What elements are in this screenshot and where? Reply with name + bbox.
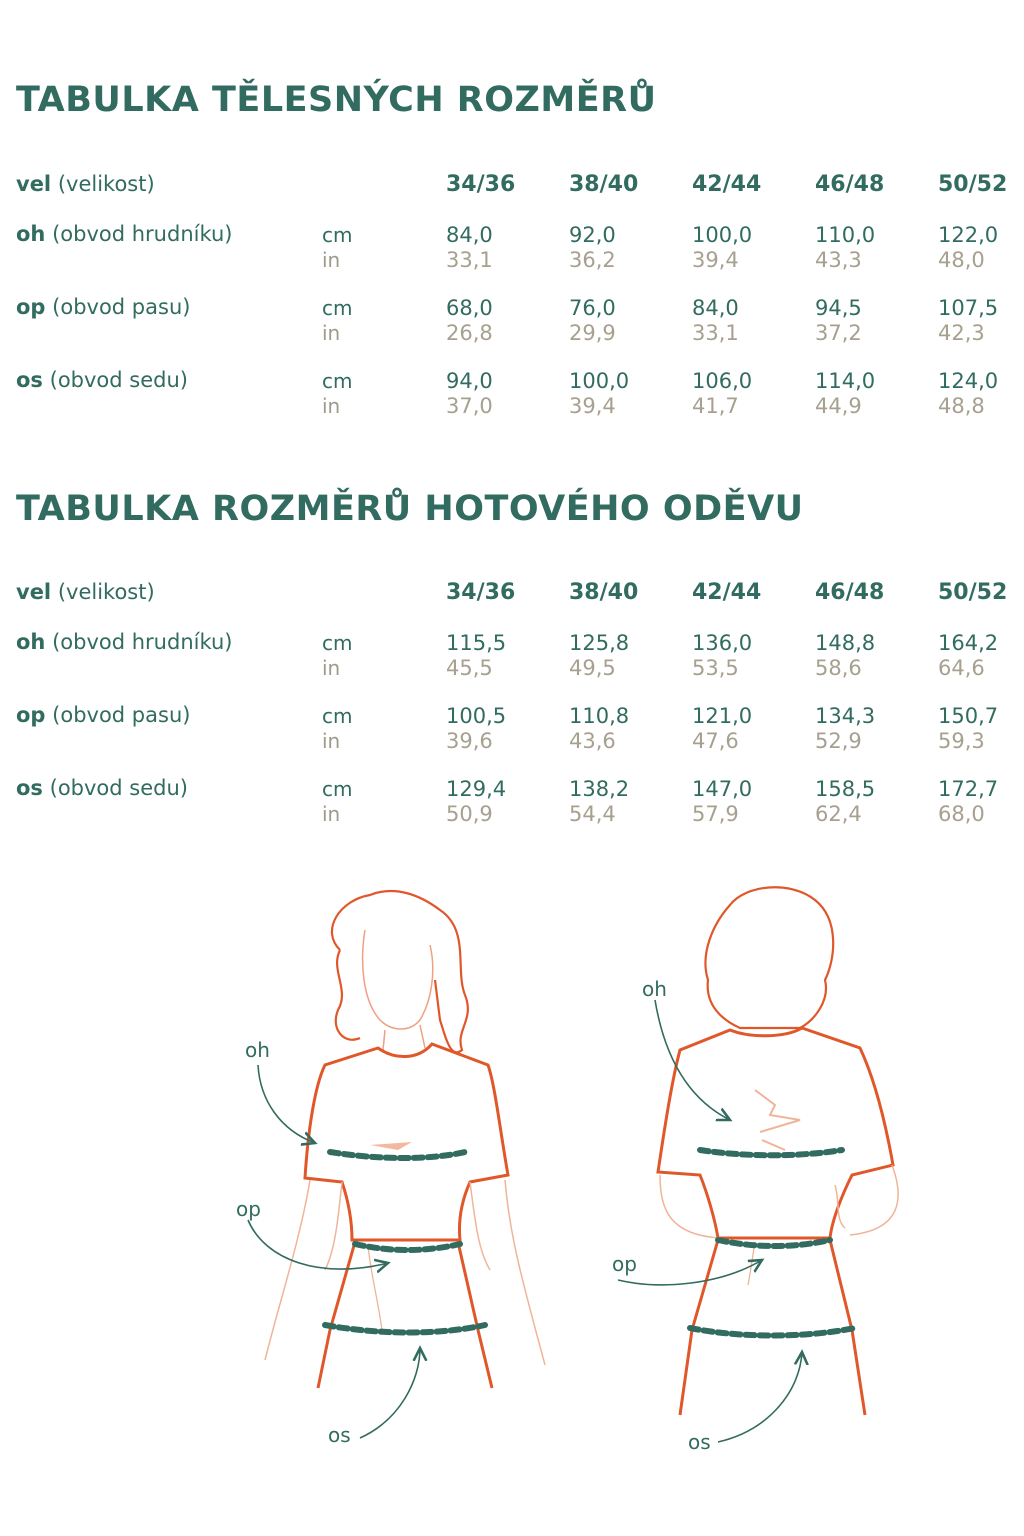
measure-desc: (obvod pasu) [52, 295, 191, 319]
value-cell [446, 777, 506, 827]
unit-cell [322, 704, 352, 754]
value-in: 39,4 [692, 248, 739, 272]
value-cell [938, 296, 998, 346]
unit-cell [322, 777, 352, 827]
value-cm: 158,5 [815, 777, 876, 801]
value-cell [692, 631, 752, 681]
front-figure [236, 891, 545, 1447]
measure-label-oh [16, 630, 232, 654]
size-header: 42/44 [692, 580, 762, 605]
value-cell [815, 631, 875, 681]
value-cm: 148,8 [815, 631, 876, 655]
value-in: 48,0 [938, 248, 985, 272]
measure-desc: (obvod hrudníku) [52, 222, 233, 246]
measure-abbr: op [16, 295, 46, 319]
value-cell [446, 631, 506, 681]
measure-label-op [16, 703, 190, 727]
unit-cm: cm [322, 296, 353, 320]
value-cm: 124,0 [938, 369, 999, 393]
value-in: 33,1 [692, 321, 739, 345]
value-cm: 76,0 [569, 296, 616, 320]
value-cell [938, 704, 998, 754]
value-cm: 164,2 [938, 631, 999, 655]
value-in: 50,9 [446, 802, 493, 826]
size-header: 38/40 [569, 580, 639, 605]
value-cell [692, 777, 752, 827]
value-cm: 134,3 [815, 704, 876, 728]
value-cm: 115,5 [446, 631, 507, 655]
front-chest-label: oh [245, 1038, 270, 1062]
unit-in: in [322, 729, 341, 753]
value-in: 59,3 [938, 729, 985, 753]
value-in: 48,8 [938, 394, 985, 418]
measure-abbr: oh [16, 630, 46, 654]
value-in: 42,3 [938, 321, 985, 345]
value-in: 53,5 [692, 656, 739, 680]
value-cell [446, 223, 493, 273]
value-cm: 136,0 [692, 631, 753, 655]
value-cell [692, 704, 752, 754]
value-cm: 100,0 [569, 369, 630, 393]
measure-label-os [16, 368, 188, 392]
value-cell [815, 223, 875, 273]
value-cell [815, 777, 875, 827]
value-in: 47,6 [692, 729, 739, 753]
measure-desc: (obvod sedu) [49, 368, 188, 392]
value-cm: 94,5 [815, 296, 862, 320]
measure-label-os [16, 776, 188, 800]
unit-in: in [322, 802, 341, 826]
value-cm: 84,0 [446, 223, 493, 247]
size-header: 46/48 [815, 172, 885, 197]
measure-abbr: oh [16, 222, 46, 246]
measure-abbr: os [16, 776, 43, 800]
value-cm: 138,2 [569, 777, 630, 801]
value-cell [569, 704, 629, 754]
unit-in: in [322, 248, 341, 272]
value-in: 39,4 [569, 394, 616, 418]
size-header: 50/52 [938, 580, 1008, 605]
value-cm: 110,8 [569, 704, 630, 728]
value-cm: 125,8 [569, 631, 630, 655]
value-cm: 150,7 [938, 704, 999, 728]
unit-cm: cm [322, 223, 353, 247]
unit-cell [322, 223, 352, 273]
value-in: 44,9 [815, 394, 862, 418]
unit-in: in [322, 321, 341, 345]
value-cell [938, 777, 998, 827]
body-measurements-title: TABULKA TĚLESNÝCH ROZMĚRŮ [16, 80, 657, 120]
front-hip-label: os [328, 1423, 351, 1447]
value-cm: 107,5 [938, 296, 999, 320]
size-header: 46/48 [815, 580, 885, 605]
size-header: 42/44 [692, 172, 762, 197]
size-row-label [16, 172, 155, 196]
value-in: 62,4 [815, 802, 862, 826]
size-row-label [16, 580, 155, 604]
value-cm: 100,0 [692, 223, 753, 247]
back-figure [612, 887, 898, 1454]
value-in: 52,9 [815, 729, 862, 753]
value-in: 68,0 [938, 802, 985, 826]
unit-cell [322, 369, 352, 419]
value-cm: 129,4 [446, 777, 507, 801]
value-cm: 68,0 [446, 296, 493, 320]
value-cm: 114,0 [815, 369, 876, 393]
value-in: 43,3 [815, 248, 862, 272]
garment-measurements-title: TABULKA ROZMĚRŮ HOTOVÉHO ODĚVU [16, 489, 804, 529]
value-in: 45,5 [446, 656, 493, 680]
back-waist-label: op [612, 1252, 637, 1276]
value-cell [569, 631, 629, 681]
value-cell [569, 369, 629, 419]
value-cell [692, 223, 752, 273]
value-cm: 122,0 [938, 223, 999, 247]
value-cm: 121,0 [692, 704, 753, 728]
measurement-illustration [0, 860, 1024, 1500]
value-cell [692, 369, 752, 419]
value-cm: 106,0 [692, 369, 753, 393]
value-cell [692, 296, 739, 346]
unit-in: in [322, 394, 341, 418]
unit-cm: cm [322, 369, 353, 393]
size-header: 34/36 [446, 580, 516, 605]
value-cm: 92,0 [569, 223, 616, 247]
measure-desc: (obvod hrudníku) [52, 630, 233, 654]
front-waist-label: op [236, 1197, 261, 1221]
size-abbr: vel [16, 172, 52, 196]
value-cell [446, 296, 493, 346]
unit-cm: cm [322, 704, 353, 728]
value-cell [938, 631, 998, 681]
value-cell [938, 369, 998, 419]
value-in: 37,2 [815, 321, 862, 345]
value-cell [815, 296, 862, 346]
unit-in: in [322, 656, 341, 680]
measure-desc: (obvod pasu) [52, 703, 191, 727]
unit-cell [322, 296, 352, 346]
value-cell [569, 777, 629, 827]
unit-cm: cm [322, 777, 353, 801]
value-in: 33,1 [446, 248, 493, 272]
measure-label-op [16, 295, 190, 319]
measure-label-oh [16, 222, 232, 246]
value-cell [446, 369, 493, 419]
value-in: 64,6 [938, 656, 985, 680]
value-in: 36,2 [569, 248, 616, 272]
value-cm: 110,0 [815, 223, 876, 247]
size-desc: (velikost) [57, 172, 155, 196]
value-cell [938, 223, 998, 273]
value-in: 49,5 [569, 656, 616, 680]
unit-cell [322, 631, 352, 681]
value-cell [815, 369, 875, 419]
back-chest-label: oh [642, 977, 667, 1001]
size-header: 34/36 [446, 172, 516, 197]
value-cell [569, 223, 616, 273]
value-in: 41,7 [692, 394, 739, 418]
value-in: 26,8 [446, 321, 493, 345]
value-in: 37,0 [446, 394, 493, 418]
measure-abbr: op [16, 703, 46, 727]
measure-desc: (obvod sedu) [49, 776, 188, 800]
value-cm: 147,0 [692, 777, 753, 801]
value-cell [569, 296, 616, 346]
value-in: 39,6 [446, 729, 493, 753]
size-abbr: vel [16, 580, 52, 604]
size-header: 38/40 [569, 172, 639, 197]
unit-cm: cm [322, 631, 353, 655]
back-hip-label: os [688, 1430, 711, 1454]
value-in: 29,9 [569, 321, 616, 345]
size-header: 50/52 [938, 172, 1008, 197]
value-in: 58,6 [815, 656, 862, 680]
size-desc: (velikost) [57, 580, 155, 604]
value-cell [446, 704, 506, 754]
value-cm: 100,5 [446, 704, 507, 728]
value-cm: 94,0 [446, 369, 493, 393]
value-cm: 84,0 [692, 296, 739, 320]
value-in: 54,4 [569, 802, 616, 826]
value-in: 43,6 [569, 729, 616, 753]
value-in: 57,9 [692, 802, 739, 826]
measure-abbr: os [16, 368, 43, 392]
value-cell [815, 704, 875, 754]
value-cm: 172,7 [938, 777, 999, 801]
